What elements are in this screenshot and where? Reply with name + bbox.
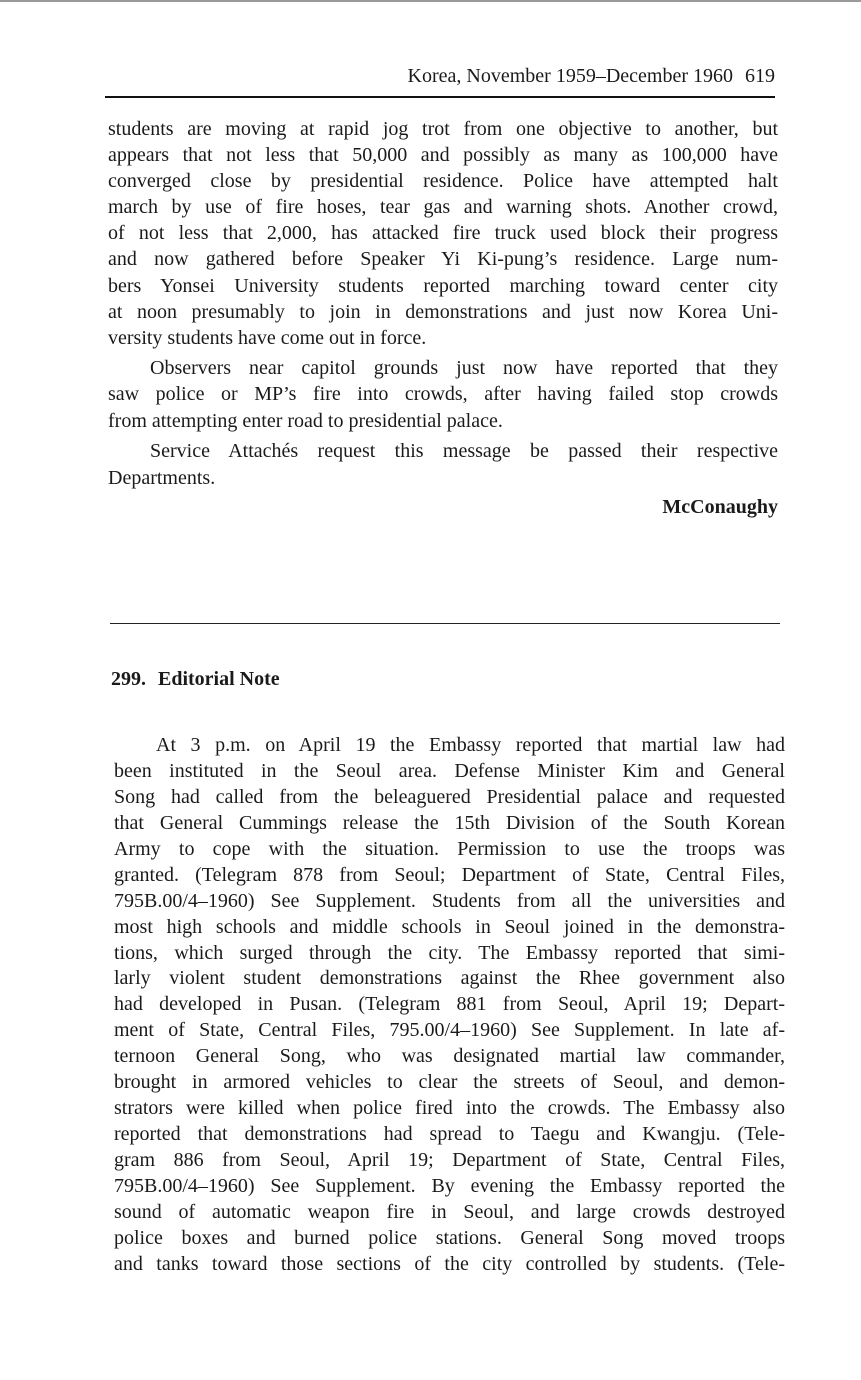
text-line: Army to cope with the situation. Permission to use the troops was [114,837,785,860]
signature: McConaughy [662,496,778,518]
page-top-edge [0,0,861,2]
note-number: 299. [111,668,146,690]
text-line: most high schools and middle schools in Seoul joined in the demonstra- [114,915,785,938]
text-line: strators were killed when police fired into the crowds. The Embassy also [114,1097,785,1120]
text-line: granted. (Telegram 878 from Seoul; Department of State, Central Files, [114,863,785,886]
editorial-note-paragraph [114,733,785,1278]
editorial-note-heading [111,666,280,692]
text-line: Departments. [108,466,216,489]
text-line: students are moving at rapid jog trot from one objective to another, but [108,118,778,140]
attaches-paragraph [108,438,778,491]
text-line: been instituted in the Seoul area. Defense Minister Kim and General [114,759,785,782]
text-line: larly violent student demonstrations against the Rhee government also [114,967,785,990]
observers-paragraph [108,355,778,434]
text-line: and now gathered before Speaker Yi Ki-pung’s residence. Large num- [108,248,778,271]
text-line: march by use of fire hoses, tear gas and warning shots. Another crowd, [108,196,778,219]
text-line: Service Attachés request this message be passed their respective [150,440,778,462]
text-line: that General Cummings release the 15th Division of the South Korean [114,811,785,834]
text-line: at noon presumably to join in demonstrations and just now Korea Uni- [108,300,778,323]
text-line: reported that demonstrations had spread to Taegu and Kwangju. (Tele- [114,1123,785,1146]
running-head-title: Korea, November 1959–December 1960 [407,65,733,87]
text-line: ment of State, Central Files, 795.00/4–1960) See Supplement. In late af- [114,1019,785,1042]
text-line: from attempting enter road to presidential palace. [108,409,503,432]
text-line: bers Yonsei University students reported marching toward center city [108,274,778,297]
text-line: police boxes and burned police stations. General Song moved troops [114,1226,785,1249]
text-line: and tanks toward those sections of the city controlled by students. (Tele- [114,1252,785,1275]
text-line: appears that not less that 50,000 and possibly as many as 100,000 have [108,144,778,167]
text-line: gram 886 from Seoul, April 19; Department of State, Central Files, [114,1149,785,1171]
note-title: Editorial Note [158,668,280,690]
text-line: had developed in Pusan. (Telegram 881 from Seoul, April 19; Depart- [114,993,785,1016]
text-line: 795B.00/4–1960) See Supplement. Students from all the universities and [114,889,785,912]
page-number: 619 [745,65,775,87]
text-line: At 3 p.m. on April 19 the Embassy reported that martial law had [156,734,785,756]
text-line: sound of automatic weapon fire in Seoul, and large crowds destroyed [114,1200,785,1223]
header-rule [105,96,775,98]
running-head [105,63,775,89]
text-line: saw police or MP’s fire into crowds, after having failed stop crowds [108,383,778,406]
section-separator-rule [110,623,780,624]
text-line: versity students have come out in force. [108,326,427,349]
text-line: brought in armored vehicles to clear the streets of Seoul, and demon- [114,1071,785,1094]
text-line: Song had called from the beleaguered Presidential palace and requested [114,785,785,808]
telegram-continuation-paragraph [108,116,778,351]
text-line: converged close by presidential residence. Police have attempted halt [108,170,778,193]
text-line: tions, which surged through the city. The Embassy reported that simi- [114,941,785,964]
text-line: of not less that 2,000, has attacked fire truck used block their progress [108,222,778,245]
text-line: Observers near capitol grounds just now have reported that they [150,357,778,379]
text-line: ternoon General Song, who was designated martial law commander, [114,1045,785,1068]
text-line: 795B.00/4–1960) See Supplement. By evening the Embassy reported the [114,1174,785,1197]
